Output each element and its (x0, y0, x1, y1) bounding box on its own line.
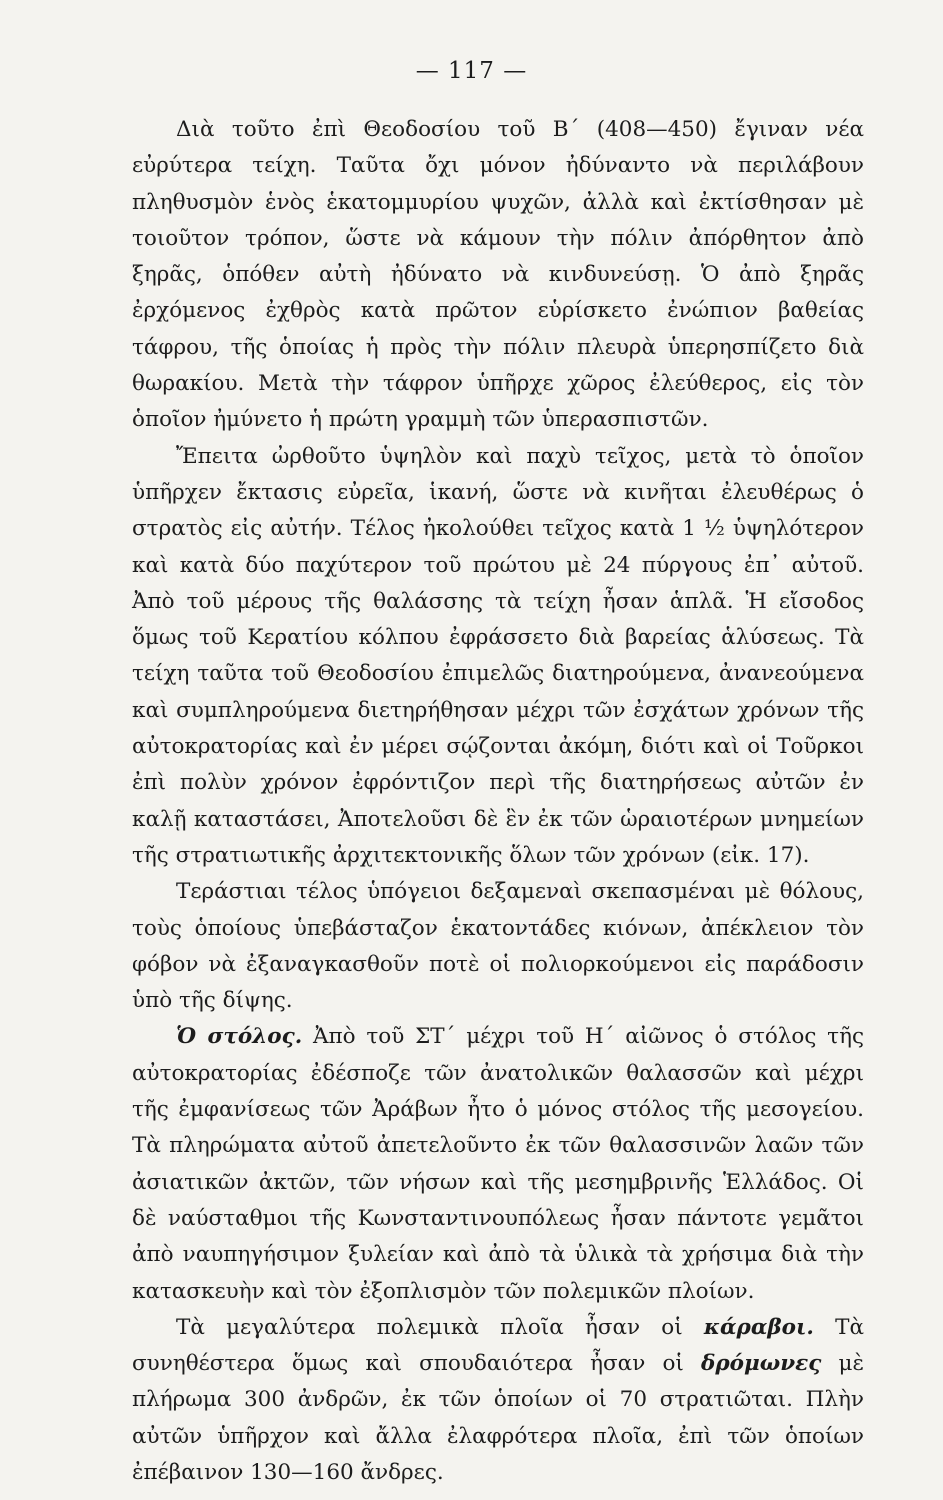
paragraph-fleet-text: Ἀπὸ τοῦ ΣΤ΄ μέχρι τοῦ Η΄ αἰῶνος ὁ στόλος τῆς αὐτοκρατορίας ἐδέσποζε τῶν ἀνατολικῶν θαλασσῶν καὶ μέχρι τῆς ἐμφανίσεως τῶν Ἀράβων ἦτο ὁ μόνος στόλος τῆς μεσογείου. Τὰ πληρώματα αὐτοῦ ἀπετελοῦντο ἐκ τῶν θαλασσινῶν λαῶν τῶν ἀσιατικῶν ἀκτῶν, τῶν νήσων καὶ τῆς μεσημβρινῆς Ἑλλάδος. Οἱ δὲ ναύσταθμοι τῆς Κωνσταντινουπόλεως ἦσαν πάντοτε γεμᾶτοι ἀπὸ ναυπηγήσιμον ξυλείαν καὶ ἀπὸ τὰ ὑλικὰ τὰ χρήσιμα διὰ τὴν κατασκευὴν καὶ τὸν ἐξοπλισμὸν τῶν πολεμικῶν πλοίων. (132, 1024, 865, 1304)
body-text (132, 112, 864, 1491)
term-karavoi: κάραβοι. (703, 1314, 814, 1340)
warships-text-3: μὲ πλήρωμα 300 ἀνδρῶν, ἐκ τῶν ὁποίων οἱ 70 στρατιῶται. Πλὴν αὐτῶν ὑπῆρχον καὶ ἄλλα ἐλαφρότερα πλοῖα, ἐπὶ τῶν ὁποίων ἐπέβαινον 130—160 ἄνδρες. (132, 1351, 864, 1485)
section-heading-fleet: Ὁ στόλος. (176, 1024, 303, 1050)
paragraph-cisterns: Τεράστιαι τέλος ὑπόγειοι δεξαμεναὶ σκεπασμέναι μὲ θόλους, τοὺς ὁποίους ὑπεβάσταζον ἑκατοντάδες κιόνων, ἀπέκλειον τὸν φόβον νὰ ἐξαναγκασθοῦν ποτὲ οἱ πολιορκούμενοι εἰς παράδοσιν ὑπὸ τῆς δίψης. (132, 879, 864, 1014)
paragraph-walls-theodosius: Διὰ τοῦτο ἐπὶ Θεοδοσίου τοῦ Β΄ (408—450) ἔγιναν νέα εὐρύτερα τείχη. Ταῦτα ὄχι μόνον ἠδύναντο νὰ περιλάβουν πληθυσμὸν ἑνὸς ἑκατομμυρίου ψυχῶν, ἀλλὰ καὶ ἐκτίσθησαν μὲ τοιοῦτον τρόπον, ὥστε νὰ κάμουν τὴν πόλιν ἀπόρθητον ἀπὸ ξηρᾶς, ὁπόθεν αὐτὴ ἠδύνατο νὰ κινδυνεύσῃ. Ὁ ἀπὸ ξηρᾶς ἐρχόμενος ἐχθρὸς κατὰ πρῶτον εὑρίσκετο ἐνώπιον βαθείας τάφρου, τῆς ὁποίας ἡ πρὸς τὴν πόλιν πλευρὰ ὑπερησπίζετο διὰ θωρακίου. Μετὰ τὴν τάφρον ὑπῆρχε χῶρος ἐλεύθερος, εἰς τὸν ὁποῖον ἠμύνετο ἡ πρώτη γραμμὴ τῶν ὑπερασπιστῶν. (132, 117, 864, 433)
paragraph-warships (132, 1310, 864, 1491)
term-dromones: δρόμωνες (701, 1351, 822, 1377)
page-number: — 117 — (415, 58, 528, 84)
paragraph-fleet (132, 1019, 864, 1309)
paragraph-wall-structure: Ἔπειτα ὠρθοῦτο ὑψηλὸν καὶ παχὺ τεῖχος, μετὰ τὸ ὁποῖον ὑπῆρχεν ἔκτασις εὐρεῖα, ἱκανή, ὥστε νὰ κινῆται ἐλευθέρως ὁ στρατὸς εἰς αὐτήν. Τέλος ἠκολούθει τεῖχος κατὰ 1 ½ ὑψηλότερον καὶ κατὰ δύο παχύτερον τοῦ πρώτου μὲ 24 πύργους ἐπ᾽ αὐτοῦ. Ἀπὸ τοῦ μέρους τῆς θαλάσσης τὰ τείχη ἦσαν ἁπλᾶ. Ἡ εἴσοδος ὅμως τοῦ Κερατίου κόλπου ἐφράσσετο διὰ βαρείας ἁλύσεως. Τὰ τείχη ταῦτα τοῦ Θεοδοσίου ἐπιμελῶς διατηρούμενα, ἀνανεούμενα καὶ συμπληρούμενα διετηρήθησαν μέχρι τῶν ἐσχάτων χρόνων τῆς αὐτοκρατορίας καὶ ἐν μέρει σῴζονται ἀκόμη, διότι καὶ οἱ Τοῦρκοι ἐπὶ πολὺν χρόνον ἐφρόντιζον περὶ τῆς διατηρήσεως αὐτῶν ἐν καλῇ καταστάσει, Ἀποτελοῦσι δὲ ἓν ἐκ τῶν ὡραιοτέρων μνημείων τῆς στρατιωτικῆς ἀρχιτεκτονικῆς ὅλων τῶν χρόνων (εἰκ. 17). (132, 443, 864, 868)
warships-text-1: Τὰ μεγαλύτερα πολεμικὰ πλοῖα ἦσαν οἱ (176, 1314, 704, 1340)
warships-text-2: Τὰ συνηθέστερα ὅμως καὶ σπουδαιότερα ἦσαν οἱ (132, 1314, 864, 1377)
